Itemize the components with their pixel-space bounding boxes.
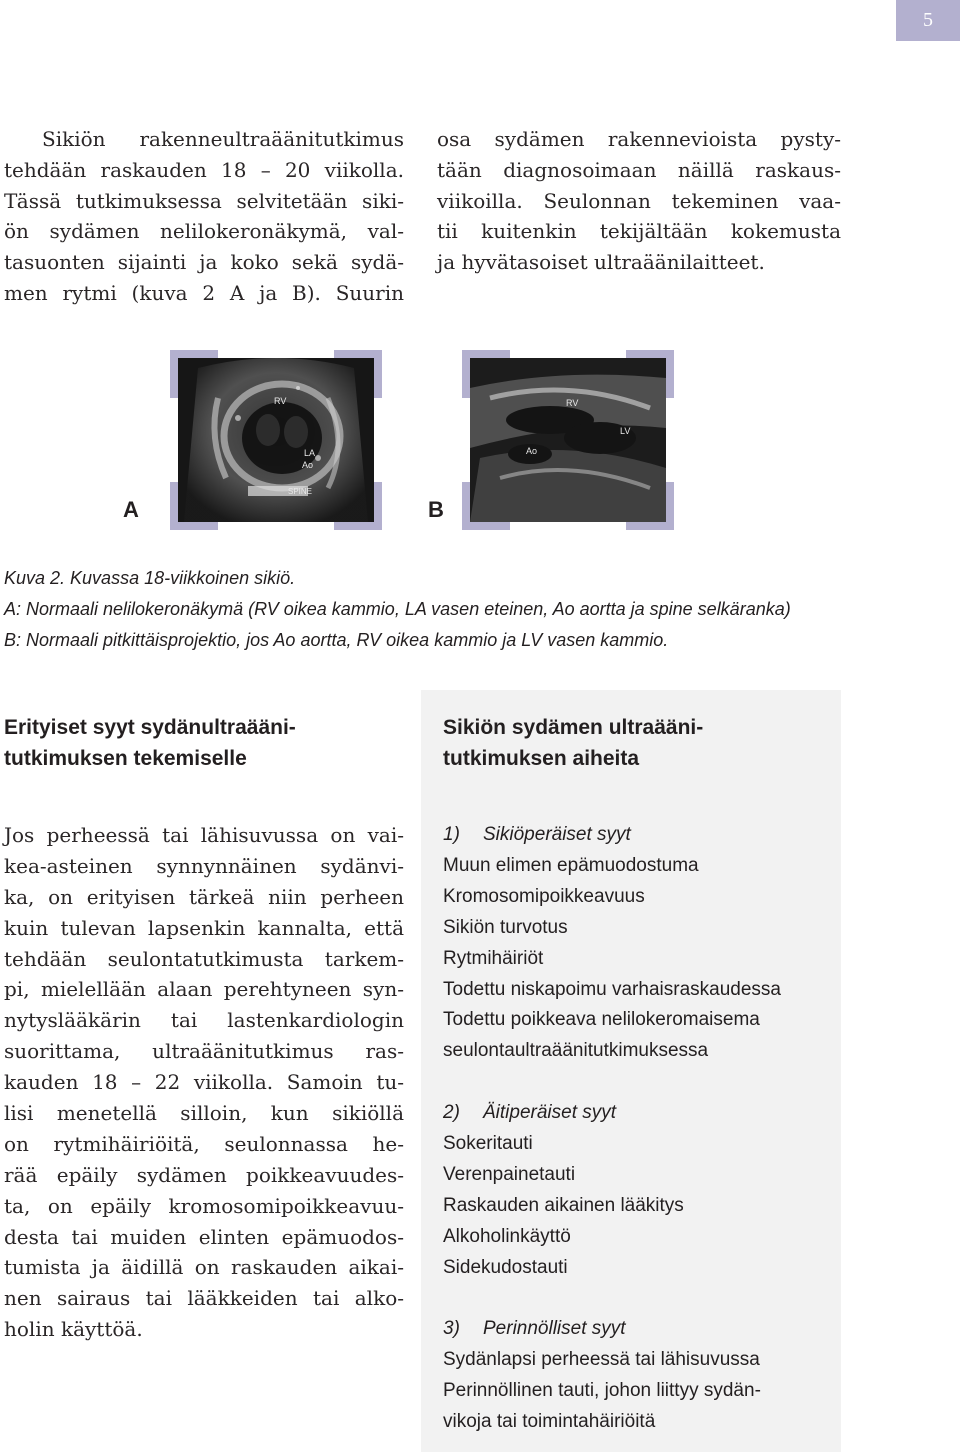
label-rv: RV <box>566 398 579 408</box>
sidebar-heading <box>443 712 835 774</box>
figure-letter-b: B <box>428 497 444 522</box>
intro-line: men rytmi (kuva 2 A ja B). Suurin <box>4 280 404 305</box>
intro-line: viikoilla. Seulonnan tekeminen vaa- <box>437 188 841 213</box>
label-ao: Ao <box>526 446 538 456</box>
intro-line: osa sydämen rakennevioista pysty- <box>437 127 841 151</box>
label-lv: LV <box>620 426 631 436</box>
group-title-text: Äitiperäiset syyt <box>483 1102 617 1124</box>
heading-line: Erityiset syyt sydänultraääni- <box>4 716 296 739</box>
intro-line: tään diagnosoimaan näillä raskaus- <box>437 157 841 182</box>
indications-sidebar <box>421 690 841 1452</box>
page-number: 5 <box>923 9 933 31</box>
section-heading <box>4 712 404 774</box>
label-spine: SPINE <box>288 487 313 496</box>
body-line: suorittama, ultraäänitutkimus ras- <box>4 1039 404 1064</box>
section-body <box>4 820 404 1345</box>
intro-line: ön sydämen nelilokeronäkymä, val- <box>4 219 404 244</box>
indications-list <box>443 820 835 1438</box>
intro-line: tii kuitenkin tekijältään kokemusta <box>437 219 841 244</box>
list-item: Verenpainetauti <box>443 1163 576 1185</box>
list-item: Rytmihäiriöt <box>443 947 544 969</box>
list-item: Todettu poikkeava nelilokeromaisema <box>443 1009 760 1031</box>
figure-caption <box>4 563 944 656</box>
page-number-tab <box>896 0 960 41</box>
intro-left-column <box>4 124 404 309</box>
heading-line: tutkimuksen aiheita <box>443 747 640 770</box>
intro-right-column <box>437 124 841 278</box>
label-rv: RV <box>274 396 287 406</box>
group-title-text: Sikiöperäiset syyt <box>483 824 631 845</box>
body-line: kea-asteinen synnynnäinen sydänvi- <box>4 853 404 878</box>
list-item: Alkoholinkäyttö <box>443 1225 571 1247</box>
list-item: Sikiön turvotus <box>443 916 568 938</box>
body-line: Jos perheessä tai lähisuvussa on vai- <box>4 823 404 847</box>
special-reasons-section <box>4 712 404 1345</box>
label-la: LA <box>304 448 316 458</box>
list-item: Kromosomipoikkeavuus <box>443 885 645 907</box>
indication-group-fetal <box>443 820 835 1067</box>
ultrasound-image-a <box>178 358 374 522</box>
group-title-text: Perinnölliset syyt <box>483 1318 626 1340</box>
intro-line: Sikiön rakenneultraäänitutkimus <box>42 127 404 151</box>
list-item: vikoja tai toimintahäiriöitä <box>443 1411 656 1433</box>
body-line: nen sairaus tai lääkkeiden tai alko- <box>4 1286 404 1311</box>
ultrasound-panel-b <box>462 350 674 530</box>
indication-group-hereditary <box>443 1314 835 1438</box>
label-ao: Ao <box>302 460 314 470</box>
group-title <box>443 1098 835 1129</box>
body-line: ka, on erityisen tärkeä niin perheen <box>4 884 404 909</box>
body-line: lisi menetellä silloin, kun sikiöllä <box>4 1101 404 1126</box>
body-line: ta, on epäily kromosomipoikkeavuu- <box>4 1193 404 1218</box>
list-item: Sydänlapsi perheessä tai lähisuvussa <box>443 1349 760 1371</box>
figure-letter-a: A <box>123 497 139 522</box>
group-title <box>443 1314 835 1345</box>
body-line: nytyslääkärin tai lastenkardiologin <box>4 1008 404 1033</box>
body-line: tehdään seulontatutkimusta tarkem- <box>4 946 404 971</box>
heading-line: Sikiön sydämen ultraääni- <box>443 716 704 739</box>
group-number: 1) <box>443 824 460 845</box>
list-item: Perinnöllinen tauti, johon liittyy sydän- <box>443 1380 761 1402</box>
indication-group-maternal <box>443 1098 835 1283</box>
caption-line: A: Normaali nelilokeronäkymä (RV oikea kammio, LA vasen eteinen, Ao aortta ja spine selkäranka) <box>4 599 791 619</box>
list-item: Todettu niskapoimu varhaisraskaudessa <box>443 978 781 1000</box>
caption-line: B: Normaali pitkittäisprojektio, jos Ao aortta, RV oikea kammio ja LV vasen kammio. <box>4 630 669 650</box>
body-line: holin käyttöä. <box>4 1317 143 1342</box>
list-item: Raskauden aikainen lääkitys <box>443 1194 684 1216</box>
list-item: Muun elimen epämuodostuma <box>443 854 699 876</box>
body-line: rää epäily sydämen poikkeavuudes- <box>4 1162 404 1187</box>
list-item: Sokeritauti <box>443 1133 533 1155</box>
intro-line: Tässä tutkimuksessa selvitetään siki- <box>4 188 404 213</box>
group-number: 2) <box>443 1102 460 1124</box>
intro-line: tehdään raskauden 18 – 20 viikolla. <box>4 157 404 182</box>
group-title <box>443 820 835 851</box>
body-line: tumista ja äidillä on raskauden aikai- <box>4 1255 404 1280</box>
caption-line: Kuva 2. Kuvassa 18-viikkoinen sikiö. <box>4 568 296 588</box>
group-number: 3) <box>443 1318 460 1340</box>
body-line: kuin tulevan lapsenkin kannalta, että <box>4 915 404 940</box>
heading-line: tutkimuksen tekemiselle <box>4 747 247 770</box>
body-line: pi, mielellään alaan perehtyneen syn- <box>4 977 404 1002</box>
body-line: on rytmihäiriöitä, seulonnassa he- <box>4 1131 404 1156</box>
intro-line: tasuonten sijainti ja koko sekä sydä- <box>4 250 404 275</box>
ultrasound-image-b <box>470 358 666 522</box>
list-item: seulontaultraäänitutkimuksessa <box>443 1040 709 1062</box>
ultrasound-panel-a <box>170 350 382 530</box>
body-line: desta tai muiden elinten epämuodos- <box>4 1224 404 1249</box>
body-line: kauden 18 – 22 viikolla. Samoin tu- <box>4 1070 404 1095</box>
intro-line: ja hyvätasoiset ultraäänilaitteet. <box>437 250 765 275</box>
list-item: Sidekudostauti <box>443 1256 568 1278</box>
